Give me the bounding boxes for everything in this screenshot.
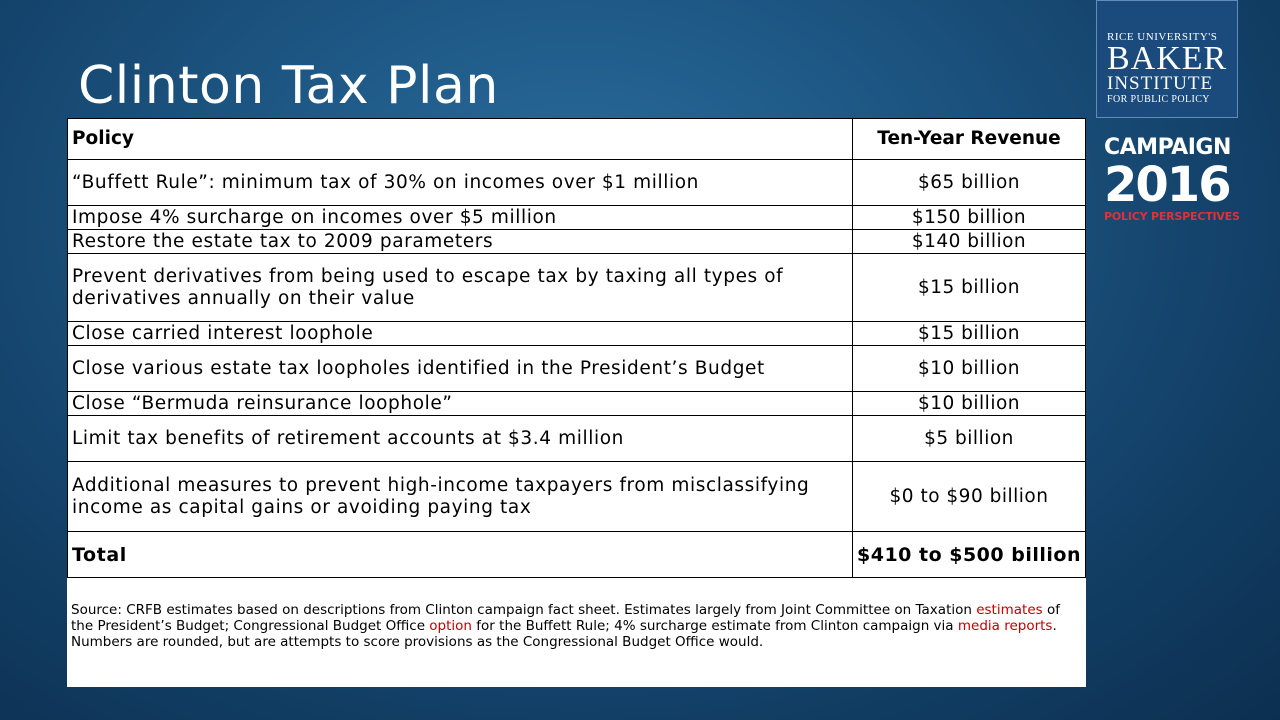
- table-container: [67, 118, 1086, 687]
- revenue-cell: $10 billion: [853, 346, 1086, 392]
- table-row: [68, 160, 1086, 206]
- logo-line-3: INSTITUTE: [1107, 73, 1214, 94]
- logo-line-1: RICE UNIVERSITY'S: [1107, 31, 1218, 43]
- table-row: [68, 392, 1086, 416]
- policy-cell: Restore the estate tax to 2009 parameters: [68, 230, 853, 254]
- policy-cell: Impose 4% surcharge on incomes over $5 million: [68, 206, 853, 230]
- source-text-3: for the Buffett Rule; 4% surcharge estimate from Clinton campaign via: [472, 618, 958, 634]
- baker-institute-logo: [1096, 0, 1238, 118]
- revenue-cell: $15 billion: [853, 322, 1086, 346]
- table-row: [68, 416, 1086, 462]
- revenue-cell: $150 billion: [853, 206, 1086, 230]
- revenue-cell: $15 billion: [853, 254, 1086, 322]
- table-row: [68, 462, 1086, 532]
- option-link[interactable]: option: [429, 618, 472, 634]
- table-total-row: [68, 532, 1086, 578]
- policy-cell: Additional measures to prevent high-income taxpayers from misclassifying income as capital gains or avoiding paying tax: [68, 462, 853, 532]
- campaign-line-3: POLICY PERSPECTIVES: [1104, 210, 1240, 223]
- campaign-2016-badge: [1104, 136, 1240, 224]
- source-text-1: Source: CRFB estimates based on descriptions from Clinton campaign fact sheet. Estimates largely from Joint Committee on Taxation: [71, 602, 977, 618]
- table-row: [68, 254, 1086, 322]
- revenue-cell: $65 billion: [853, 160, 1086, 206]
- revenue-cell: $140 billion: [853, 230, 1086, 254]
- table-row: [68, 346, 1086, 392]
- logo-line-2: BAKER: [1107, 40, 1228, 77]
- source-text-2: of the President’s Budget; Congressional Budget Office: [71, 602, 1060, 634]
- header-policy: Policy: [68, 119, 853, 160]
- logo-line-4: FOR PUBLIC POLICY: [1107, 94, 1210, 105]
- policy-cell: “Buffett Rule”: minimum tax of 30% on incomes over $1 million: [68, 160, 853, 206]
- campaign-line-2: 2016: [1104, 157, 1230, 213]
- campaign-line-1: CAMPAIGN: [1104, 135, 1231, 160]
- source-text-4: . Numbers are rounded, but are attempts to score provisions as the Congressional Budget Office would.: [71, 618, 1057, 650]
- table-header-row: [68, 119, 1086, 160]
- table-row: [68, 322, 1086, 346]
- media-reports-link[interactable]: media reports: [957, 618, 1053, 634]
- policy-cell: Limit tax benefits of retirement accounts at $3.4 million: [68, 416, 853, 462]
- slide-title: Clinton Tax Plan: [78, 56, 499, 116]
- tax-policy-table: [67, 118, 1086, 578]
- source-note: [71, 602, 1061, 650]
- policy-cell: Prevent derivatives from being used to escape tax by taxing all types of derivatives annually on their value: [68, 254, 853, 322]
- estimates-link[interactable]: estimates: [976, 602, 1043, 618]
- policy-cell: Close “Bermuda reinsurance loophole”: [68, 392, 853, 416]
- revenue-cell: $10 billion: [853, 392, 1086, 416]
- table-row: [68, 206, 1086, 230]
- total-revenue: $410 to $500 billion: [853, 532, 1086, 578]
- header-revenue: Ten-Year Revenue: [853, 119, 1086, 160]
- total-label: Total: [68, 532, 853, 578]
- revenue-cell: $0 to $90 billion: [853, 462, 1086, 532]
- policy-cell: Close carried interest loophole: [68, 322, 853, 346]
- policy-cell: Close various estate tax loopholes identified in the President’s Budget: [68, 346, 853, 392]
- revenue-cell: $5 billion: [853, 416, 1086, 462]
- table-row: [68, 230, 1086, 254]
